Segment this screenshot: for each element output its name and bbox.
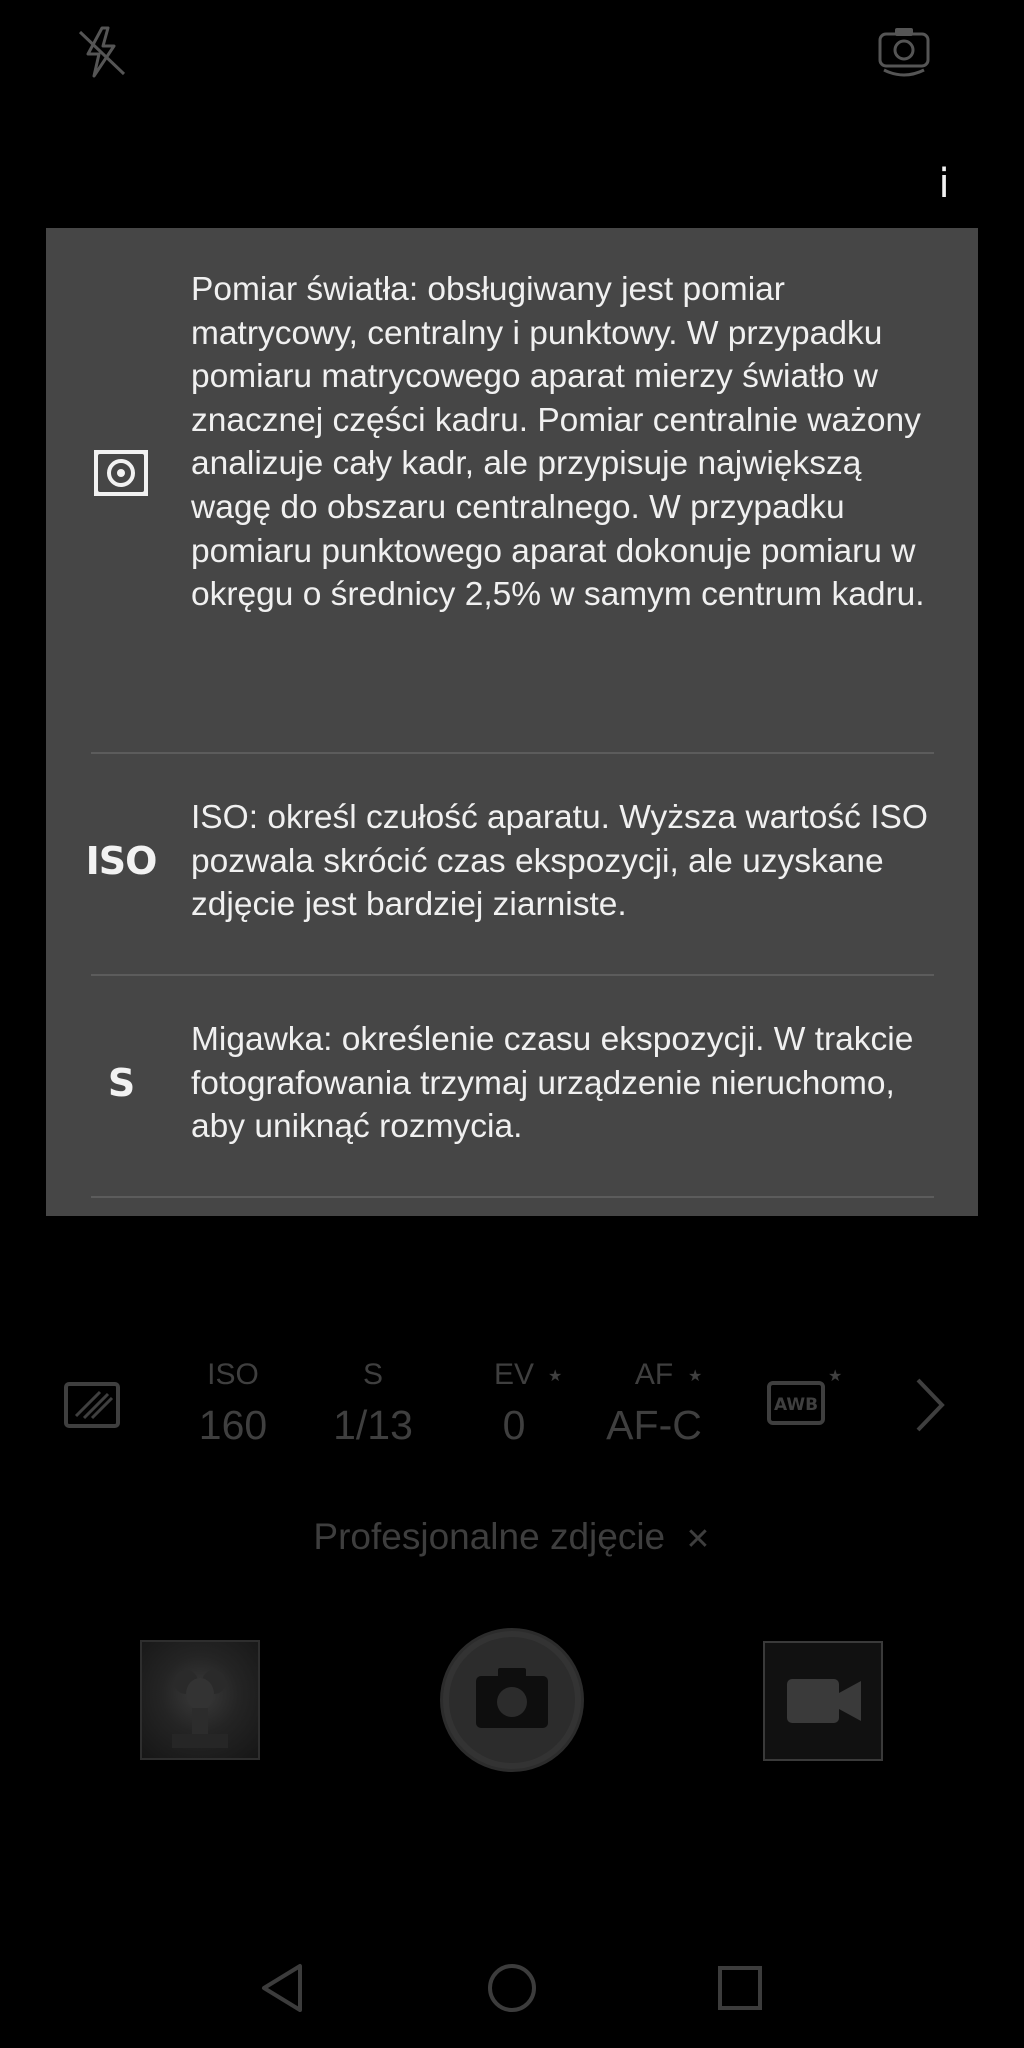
home-icon[interactable] (482, 1958, 542, 2018)
flash-off-icon[interactable] (72, 22, 132, 82)
back-icon[interactable] (254, 1958, 314, 2018)
mode-label-text: Profesjonalne zdjęcie (313, 1516, 666, 1557)
info-text-shutter: Migawka: określenie czasu ekspozycji. W trakcie fotografowania trzymaj urządzenie nieruchomo, aby uniknąć rozmycia. (191, 1021, 914, 1146)
metering-mode-icon[interactable] (62, 1380, 122, 1430)
star-icon: ★ (688, 1368, 703, 1385)
star-icon: ★ (828, 1368, 843, 1385)
info-row-metering (46, 268, 978, 744)
recents-icon[interactable] (710, 1958, 770, 2018)
shutter-speed-icon: S (107, 1061, 135, 1105)
info-text-metering: Pomiar światła: obsługiwany jest pomiar matrycowy, centralny i punktowy. W przypadku pomiaru matrycowego aparat mierzy światło w znacznej części kadru. Pomiar centralnie ważony analizuje cały kadr, ale przypisuje największą wagę do obszaru centralnego. W przypadku pomiaru punktowego aparat dokonuje pomiaru w okręgu o średnicy 2,5% w samym centrum kadru. (191, 271, 925, 614)
shutter-button[interactable] (440, 1628, 584, 1772)
param-iso-label: ISO (207, 1358, 259, 1391)
chevron-right-icon[interactable] (910, 1374, 950, 1436)
info-row-iso (46, 796, 978, 926)
param-shutter-value: 1/13 (333, 1402, 413, 1448)
param-iso[interactable] (183, 1358, 283, 1450)
param-af-label: AF (634, 1358, 674, 1391)
svg-text:AWB: AWB (773, 1395, 819, 1415)
camera-icon (440, 1628, 584, 1772)
param-shutter[interactable] (313, 1358, 433, 1450)
gallery-thumbnail[interactable] (140, 1640, 260, 1760)
info-button[interactable]: i (938, 161, 950, 207)
info-panel (46, 228, 978, 1216)
param-af-value: AF-C (606, 1402, 702, 1448)
iso-icon: ISO (85, 839, 157, 883)
video-record-button[interactable] (763, 1641, 883, 1761)
close-icon[interactable]: ✕ (685, 1522, 711, 1557)
mode-label[interactable] (0, 1516, 1024, 1558)
info-text-iso: ISO: określ czułość aparatu. Wyższa wartość ISO pozwala skrócić czas ekspozycji, ale uzyskane zdjęcie jest bardziej ziarniste. (191, 799, 928, 924)
info-divider (91, 752, 934, 754)
info-row-shutter (46, 1018, 978, 1148)
param-ev[interactable] (474, 1358, 554, 1450)
param-ev-label: EV (493, 1358, 535, 1391)
param-ev-value: 0 (502, 1402, 526, 1448)
white-balance-icon[interactable] (766, 1380, 826, 1426)
metering-icon (80, 268, 162, 678)
video-camera-icon (765, 1643, 881, 1759)
info-divider (91, 1196, 934, 1198)
star-icon: ★ (548, 1368, 563, 1385)
param-shutter-label: S (362, 1358, 383, 1391)
param-iso-value: 160 (198, 1402, 268, 1448)
info-divider (91, 974, 934, 976)
switch-camera-icon[interactable] (874, 22, 934, 82)
